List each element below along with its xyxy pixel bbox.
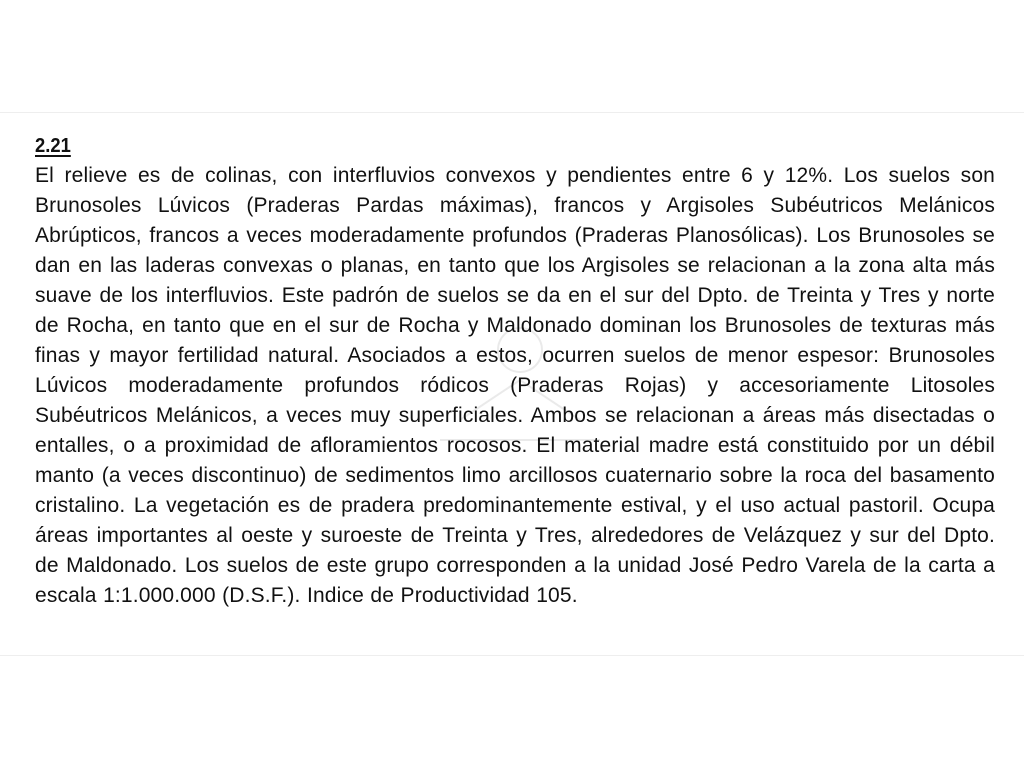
section-number: 2.21: [35, 135, 71, 157]
document-panel: [0, 112, 1024, 656]
section-content: [35, 133, 995, 611]
section-paragraph: El relieve es de colinas, con interfluvios convexos y pendientes entre 6 y 12%. Los suelos son Brunosoles Lúvicos (Praderas Pardas máximas), francos y Argisoles Subéutricos Melánicos Abrúpticos, francos a veces moderadamente profundos (Praderas Planosólicas). Los Brunosoles se dan en las laderas convexas o planas, en tanto que los Argisoles se relacionan a la zona alta más suave de los interfluvios. Este padrón de suelos se da en el sur del Dpto. de Treinta y Tres y norte de Rocha, en tanto que en el sur de Rocha y Maldonado dominan los Brunosoles de texturas más finas y mayor fertilidad natural. Asociados a estos, ocurren suelos de menor espesor: Brunosoles Lúvicos moderadamente profundos ródicos (Praderas Rojas) y accesoriamente Litosoles Subéutricos Melánicos, a veces muy superficiales. Ambos se relacionan a áreas más disectadas o entalles, o a proximidad de afloramientos rocosos. El material madre está constituido por un débil manto (a veces discontinuo) de sedimentos limo arcillosos cuaternario sobre la roca del basamento cristalino. La vegetación es de pradera predominantemente estival, y el uso actual pastoril. Ocupa áreas importantes al oeste y suroeste de Treinta y Tres, alrededores de Velázquez y sur del Dpto. de Maldonado. Los suelos de este grupo corresponden a la unidad José Pedro Varela de la carta a escala 1:1.000.000 (D.S.F.). Indice de Productividad 105.: [35, 164, 995, 607]
